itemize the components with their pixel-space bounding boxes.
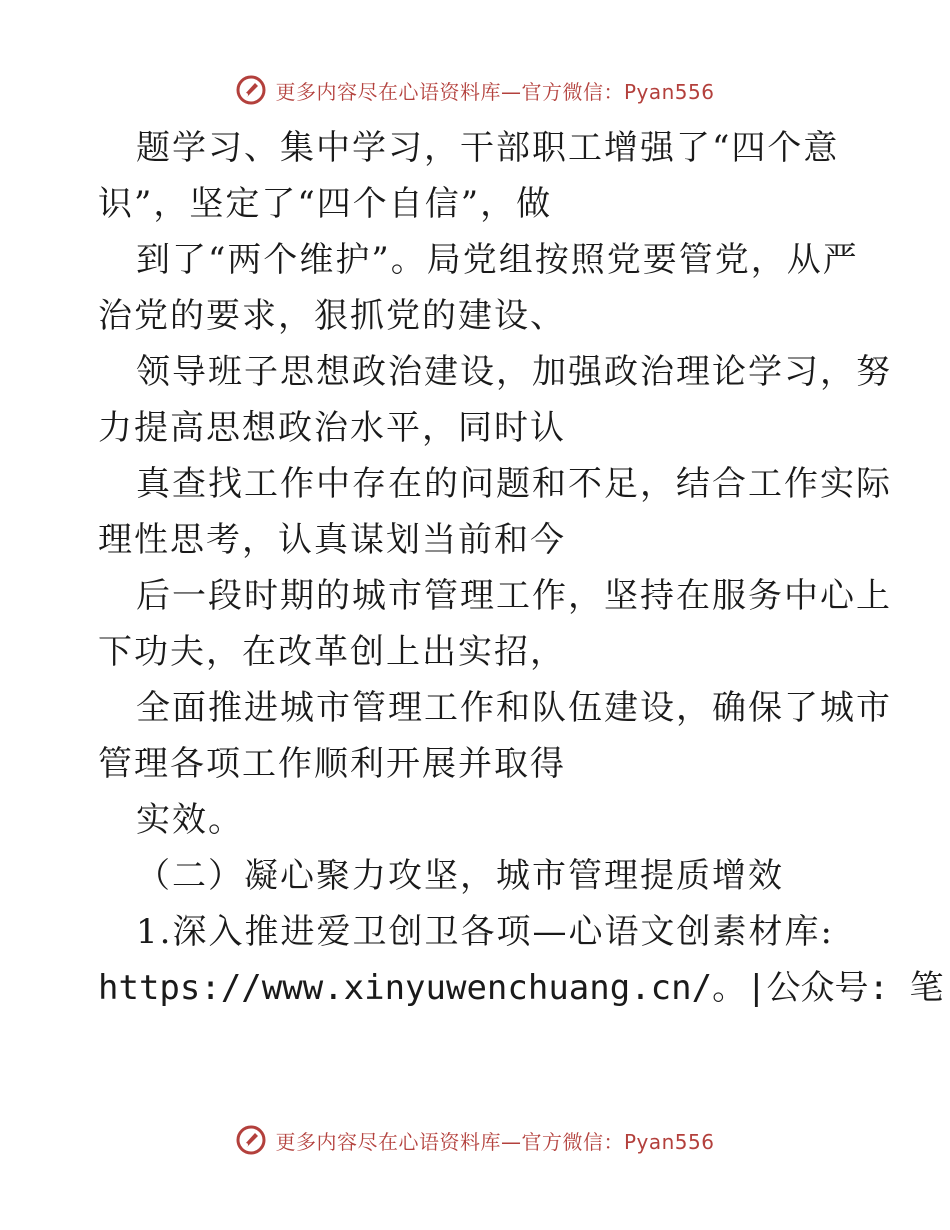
footer-watermark-text: 更多内容尽在心语资料库—官方微信：Pyan556	[275, 1129, 715, 1154]
text-line: 理性思考，认真谋划当前和今	[98, 520, 566, 560]
text-line: 全面推进城市管理工作和队伍建设，确保了城市	[136, 688, 892, 728]
text-line: 到了“两个维护”。局党组按照党要管党，从严	[136, 240, 859, 280]
text-line: 管理各项工作顺利开展并取得	[98, 744, 566, 784]
logo-icon	[235, 74, 267, 106]
text-line: 题学习、集中学习，干部职工增强了“四个意	[136, 128, 840, 168]
header-watermark-text: 更多内容尽在心语资料库—官方微信：Pyan556	[275, 79, 715, 104]
text-line: 后一段时期的城市管理工作，坚持在服务中心上	[136, 576, 892, 616]
footer-watermark-banner	[0, 1120, 950, 1160]
text-line: 治党的要求，狠抓党的建设、	[98, 296, 566, 336]
text-line: https://www.xinyuwenchuang.cn/。|公众号: 笔	[98, 968, 944, 1008]
document-body	[98, 120, 944, 1016]
text-line: 实效。	[136, 800, 244, 840]
text-line: 领导班子思想政治建设，加强政治理论学习，努	[136, 352, 892, 392]
logo-icon	[235, 1124, 267, 1156]
header-watermark-banner	[0, 70, 950, 110]
text-line: 真查找工作中存在的问题和不足，结合工作实际	[136, 464, 892, 504]
text-line: 识”，坚定了“四个自信”，做	[98, 184, 553, 224]
text-line: （二）凝心聚力攻坚，城市管理提质增效	[136, 856, 784, 896]
text-line: 1.深入推进爱卫创卫各项—心语文创素材库:	[136, 912, 834, 952]
text-line: 力提高思想政治水平，同时认	[98, 408, 566, 448]
text-line: 下功夫，在改革创上出实招，	[98, 632, 566, 672]
